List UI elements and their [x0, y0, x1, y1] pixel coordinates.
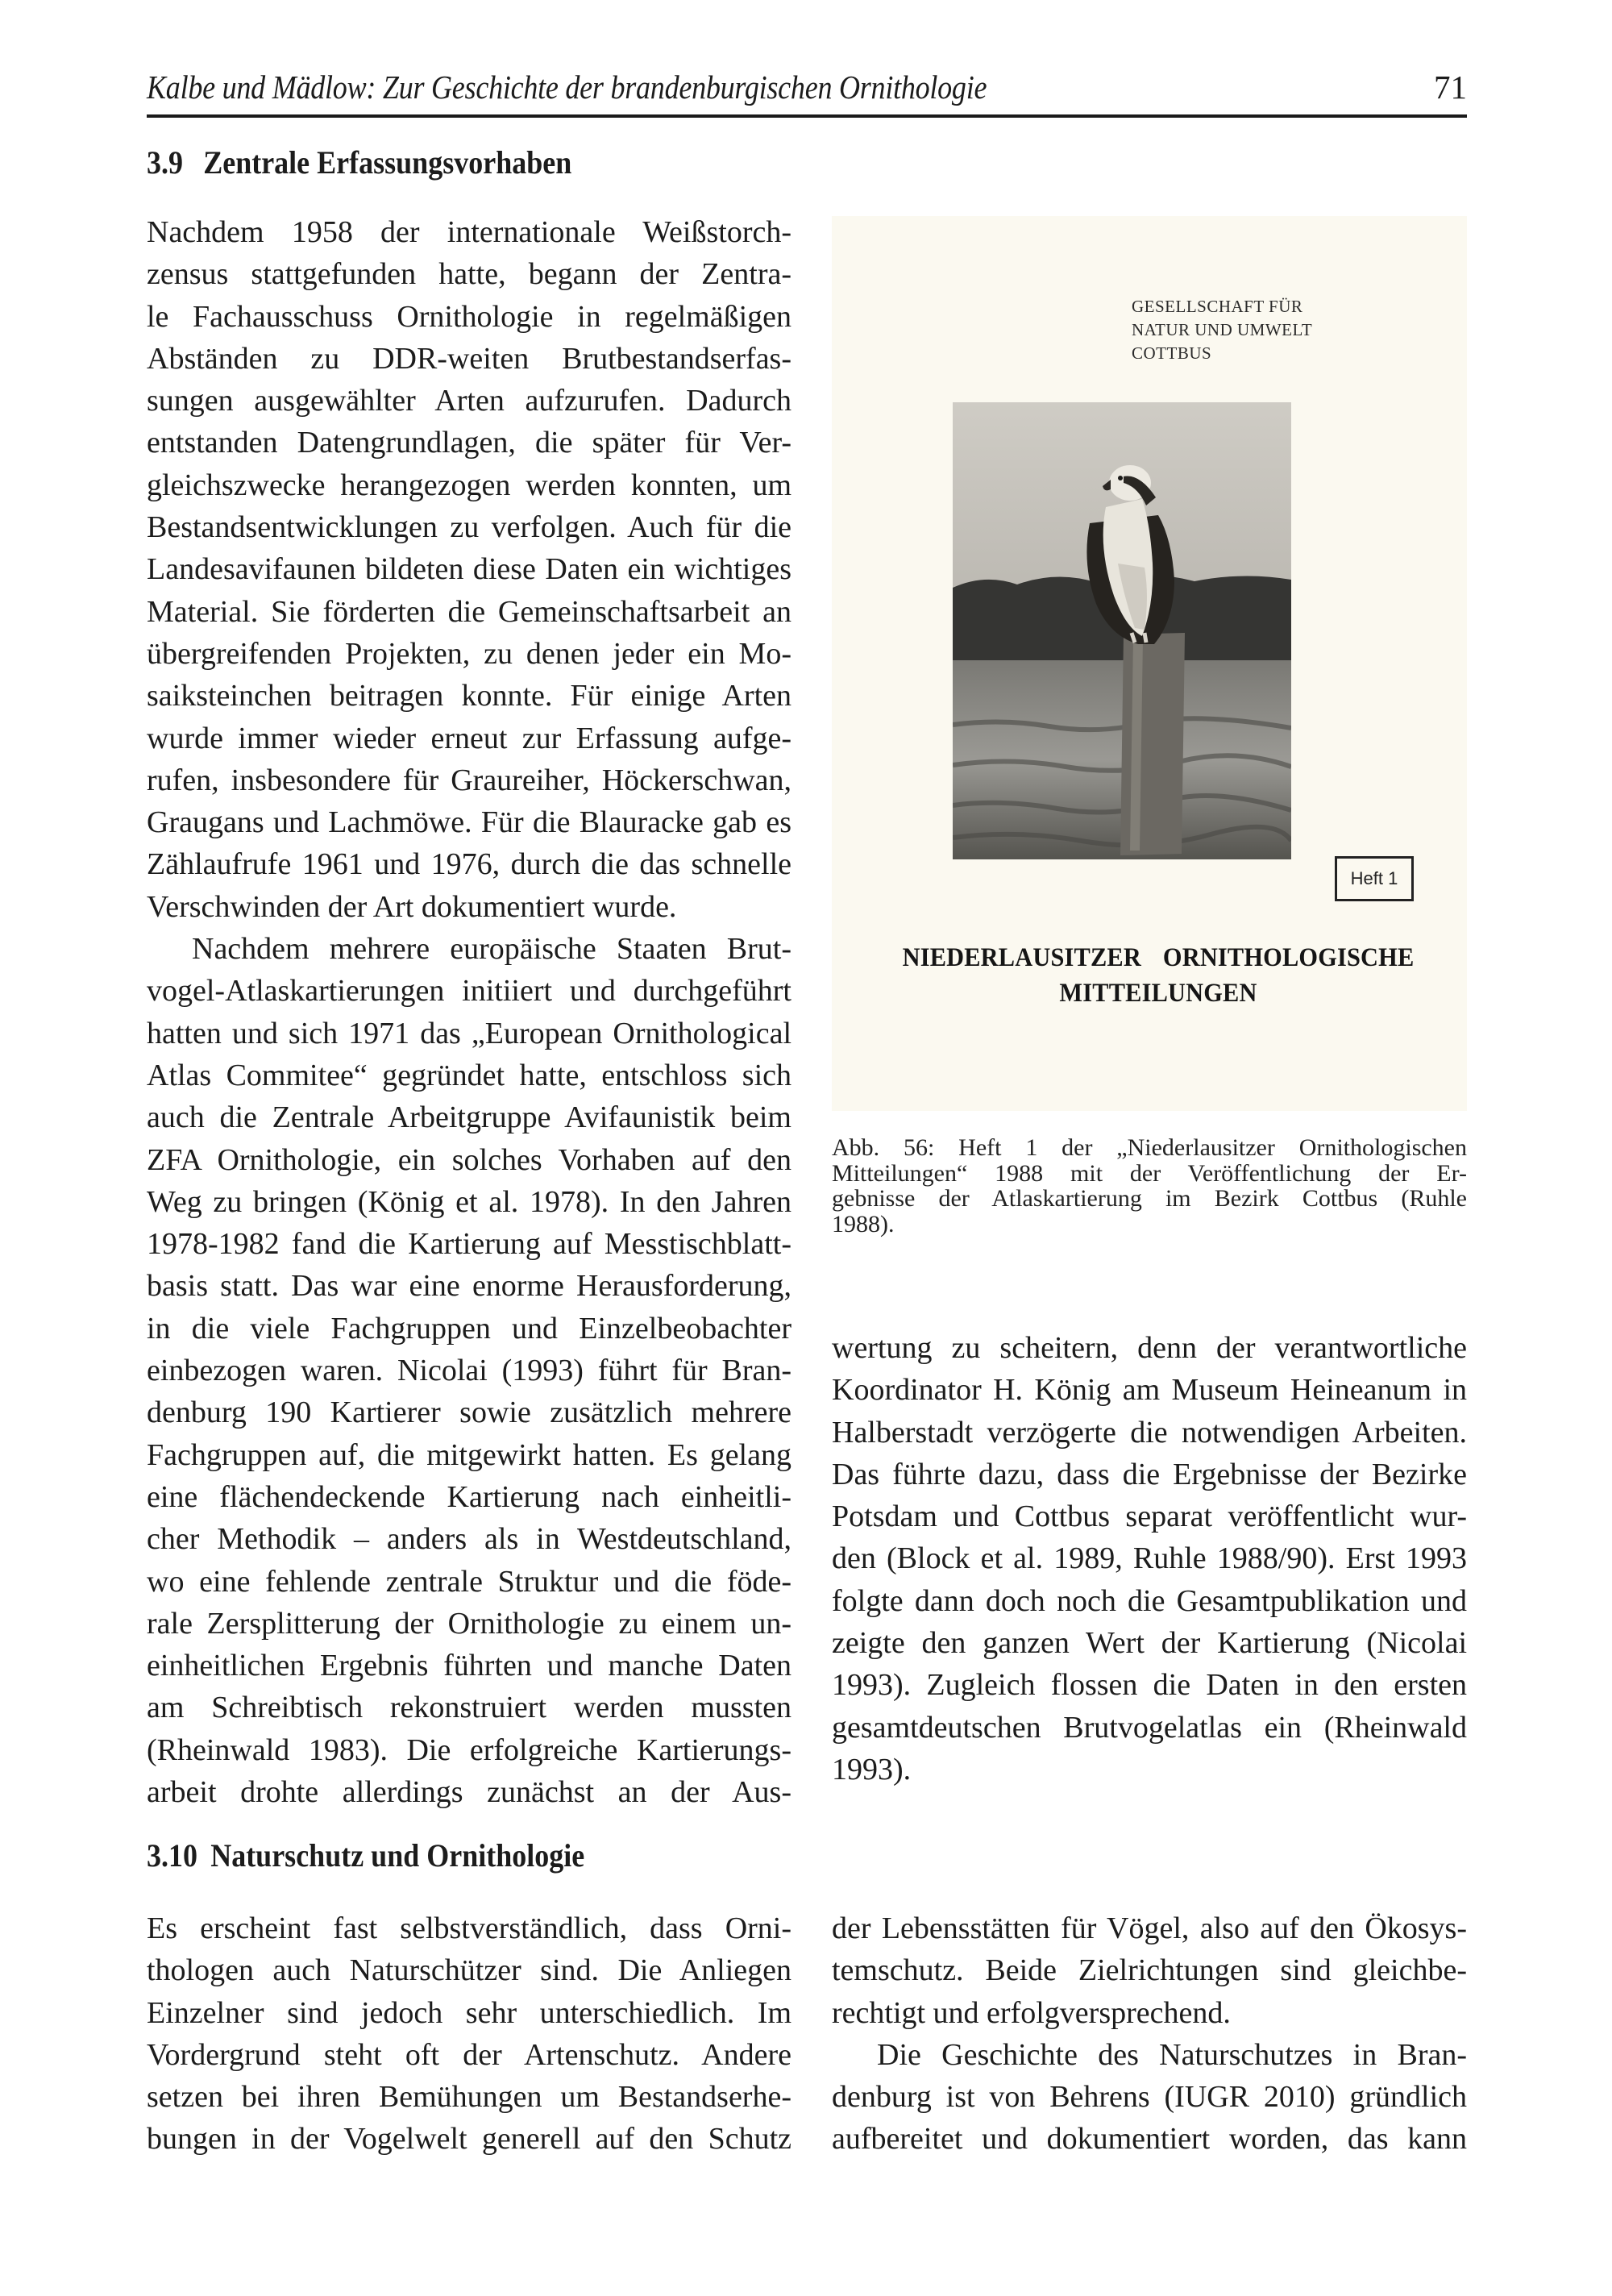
section-3-10-left-column: [147, 1907, 791, 2161]
caption-line: Abb. 56: Heft 1 der „Niederlausitzer Ornithologischen: [832, 1134, 1467, 1161]
text-line: thologen auch Naturschützer sind. Die Anliegen: [147, 1953, 791, 1988]
text-line: Weg zu bringen (König et al. 1978). In den Jahren: [147, 1184, 791, 1219]
text-line: denburg ist von Behrens (IUGR 2010) gründlich: [832, 2080, 1467, 2115]
section-3-9-right-column: [832, 1327, 1467, 1791]
text-line: Koordinator H. König am Museum Heineanum in: [832, 1373, 1467, 1408]
section-title: Naturschutz und Ornithologie: [210, 1837, 585, 1874]
text-line: einbezogen waren. Nicolai (1993) führt für Bran-: [147, 1354, 791, 1388]
osprey-photo: [953, 402, 1291, 859]
text-line: Potsdam und Cottbus separat veröffentlicht wur-: [832, 1499, 1467, 1534]
osprey-on-post-icon: [953, 402, 1291, 859]
section-number: 3.10: [147, 1837, 197, 1874]
section-title: Zentrale Erfassungsvorhaben: [203, 144, 572, 181]
text-line: Nachdem mehrere europäische Staaten Brut-: [192, 932, 791, 967]
text-line: Fachgruppen auf, die mitgewirkt hatten. Es gelang: [147, 1437, 791, 1472]
paragraph: [832, 1907, 1467, 2034]
text-line: zensus stattgefunden hatte, begann der Zentra-: [147, 257, 791, 292]
text-line: Vordergrund steht oft der Artenschutz. Andere: [147, 2037, 791, 2072]
text-line: rufen, insbesondere für Graureiher, Höckerschwan,: [147, 763, 791, 797]
text-line: hatten und sich 1971 das „European Ornithological: [147, 1016, 791, 1050]
text-line: den (Block et al. 1989, Ruhle 1988/90). Erst 1993: [832, 1541, 1467, 1576]
section-3-10-right-column: [832, 1907, 1467, 2161]
figure-56-cover-image: [832, 216, 1467, 1111]
paragraph: [832, 2034, 1467, 2161]
text-line: Landesavifaunen bildeten diese Daten ein wichtiges: [147, 552, 791, 587]
cover-publisher-line: GESELLSCHAFT FÜR: [1132, 297, 1303, 316]
cover-title-line: [903, 940, 1415, 975]
text-line: le Fachausschuss Ornithologie in regelmäßigen: [147, 299, 791, 334]
issue-label-box: Heft 1: [1335, 856, 1414, 901]
text-line: eine flächendeckende Kartierung nach einheitli-: [147, 1479, 791, 1514]
text-line: Die Geschichte des Naturschutzes in Bran-: [877, 2037, 1467, 2072]
cover-publisher: [1132, 295, 1312, 365]
cover-publisher-line: NATUR UND UMWELT: [1132, 320, 1313, 339]
paragraph: [147, 211, 791, 928]
text-line: übergreifenden Projekten, zu denen jeder ein Mo-: [147, 636, 791, 671]
text-line: zeigte den ganzen Wert der Kartierung (Nicolai: [832, 1626, 1467, 1661]
text-line: entstanden Datengrundlagen, die später für Ver-: [147, 426, 791, 460]
text-line: gleichszwecke herangezogen werden konnten, um: [147, 468, 791, 502]
cover-journal-title: [903, 940, 1415, 1011]
caption-line: Mitteilungen“ 1988 mit der Veröffentlichung der Er-: [832, 1159, 1467, 1187]
section-3-9-left-column: [147, 211, 791, 1813]
text-line: wo eine fehlende zentrale Struktur und die föde-: [147, 1564, 791, 1599]
text-line: 1993).: [832, 1752, 912, 1786]
text-line: wertung zu scheitern, denn der verantwortliche: [832, 1331, 1467, 1365]
paragraph: [147, 1907, 791, 2161]
figure-56-caption: [832, 1135, 1467, 1237]
text-line: am Schreibtisch rekonstruiert werden mussten: [147, 1691, 791, 1725]
text-line: Einzelner sind jedoch sehr unterschiedlich. Im: [147, 1995, 791, 2030]
text-line: setzen bei ihren Bemühungen um Bestandserhe-: [147, 2080, 791, 2115]
text-line: bungen in der Vogelwelt generell auf den Schutz: [147, 2122, 791, 2157]
text-line: rale Zersplitterung der Ornithologie zu einem un-: [147, 1606, 791, 1641]
text-line: einheitlichen Ergebnis führten und manche Daten: [147, 1649, 791, 1683]
caption-line: 1988).: [832, 1210, 895, 1237]
text-line: Abständen zu DDR-weiten Brutbestandserfas-: [147, 341, 791, 376]
text-line: auch die Zentrale Arbeitgruppe Avifaunistik beim: [147, 1100, 791, 1135]
cover-title-line: MITTEILUNGEN: [1059, 979, 1257, 1008]
text-line: basis statt. Das war eine enorme Herausforderung,: [147, 1269, 791, 1304]
text-line: (Rheinwald 1983). Die erfolgreiche Kartierungs-: [147, 1732, 791, 1767]
text-line: Nachdem 1958 der internationale Weißstorch-: [147, 215, 791, 249]
running-head: [147, 64, 1467, 118]
text-line: arbeit drohte allerdings zunächst an der Aus-: [147, 1774, 791, 1809]
text-line: Graugans und Lachmöwe. Für die Blauracke gab es: [147, 805, 791, 840]
text-line: 1993). Zugleich flossen die Daten in den ersten: [832, 1668, 1467, 1703]
text-line: Bestandsentwicklungen zu verfolgen. Auch für die: [147, 510, 791, 545]
text-line: Zählaufrufe 1961 und 1976, durch die das schnelle: [147, 847, 791, 882]
text-line: wurde immer wieder erneut zur Erfassung aufge-: [147, 721, 791, 755]
section-number: 3.9: [147, 144, 183, 181]
text-line: rechtigt und erfolgversprechend.: [832, 1995, 1231, 2030]
text-line: folgte dann doch noch die Gesamtpublikation und: [832, 1583, 1467, 1618]
text-line: Verschwinden der Art dokumentiert wurde.: [147, 889, 677, 924]
paragraph: [147, 928, 791, 1813]
page-number: 71: [1434, 69, 1467, 106]
text-line: Halberstadt verzögerte die notwendigen Arbeiten.: [832, 1415, 1467, 1450]
text-line: Es erscheint fast selbstverständlich, dass Orni-: [147, 1911, 791, 1945]
text-line: vogel-Atlaskartierungen initiiert und durchgeführt: [147, 974, 791, 1009]
text-line: in die viele Fachgruppen und Einzelbeobachter: [147, 1311, 791, 1346]
paragraph: [832, 1327, 1467, 1791]
text-line: cher Methodik – anders als in Westdeutschland,: [147, 1522, 791, 1557]
text-line: Atlas Commitee“ gegründet hatte, entschloss sich: [147, 1058, 791, 1092]
text-line: sungen ausgewählter Arten aufzurufen. Dadurch: [147, 384, 791, 418]
text-line: Das führte dazu, dass die Ergebnisse der Bezirke: [832, 1457, 1467, 1491]
text-line: temschutz. Beide Zielrichtungen sind gleichbe-: [832, 1953, 1467, 1988]
text-line: Material. Sie förderten die Gemeinschaftsarbeit an: [147, 594, 791, 629]
text-line: 1978-1982 fand die Kartierung auf Messtischblatt-: [147, 1227, 791, 1262]
text-line: denburg 190 Kartierer sowie zusätzlich mehrere: [147, 1395, 791, 1430]
section-heading-3-9: [147, 144, 571, 181]
caption-line: gebnisse der Atlaskartierung im Bezirk Cottbus (Ruhle: [832, 1185, 1467, 1212]
text-line: ZFA Ornithologie, ein solches Vorhaben auf den: [147, 1142, 791, 1177]
text-line: saiksteinchen beitragen konnte. Für einige Arten: [147, 679, 791, 713]
section-heading-3-10: [147, 1836, 584, 1874]
text-line: gesamtdeutschen Brutvogelatlas ein (Rheinwald: [832, 1710, 1467, 1745]
cover-title-word: ORNITHOLOGISCHE: [1162, 943, 1415, 972]
cover-title-word: NIEDERLAUSITZER: [902, 943, 1141, 972]
text-line: der Lebensstätten für Vögel, also auf den Ökosys-: [832, 1911, 1467, 1945]
text-line: aufbereitet und dokumentiert worden, das kann: [832, 2122, 1467, 2157]
running-head-title: Kalbe und Mädlow: Zur Geschichte der brandenburgischen Ornithologie: [147, 69, 987, 106]
cover-publisher-line: COTTBUS: [1132, 343, 1212, 363]
